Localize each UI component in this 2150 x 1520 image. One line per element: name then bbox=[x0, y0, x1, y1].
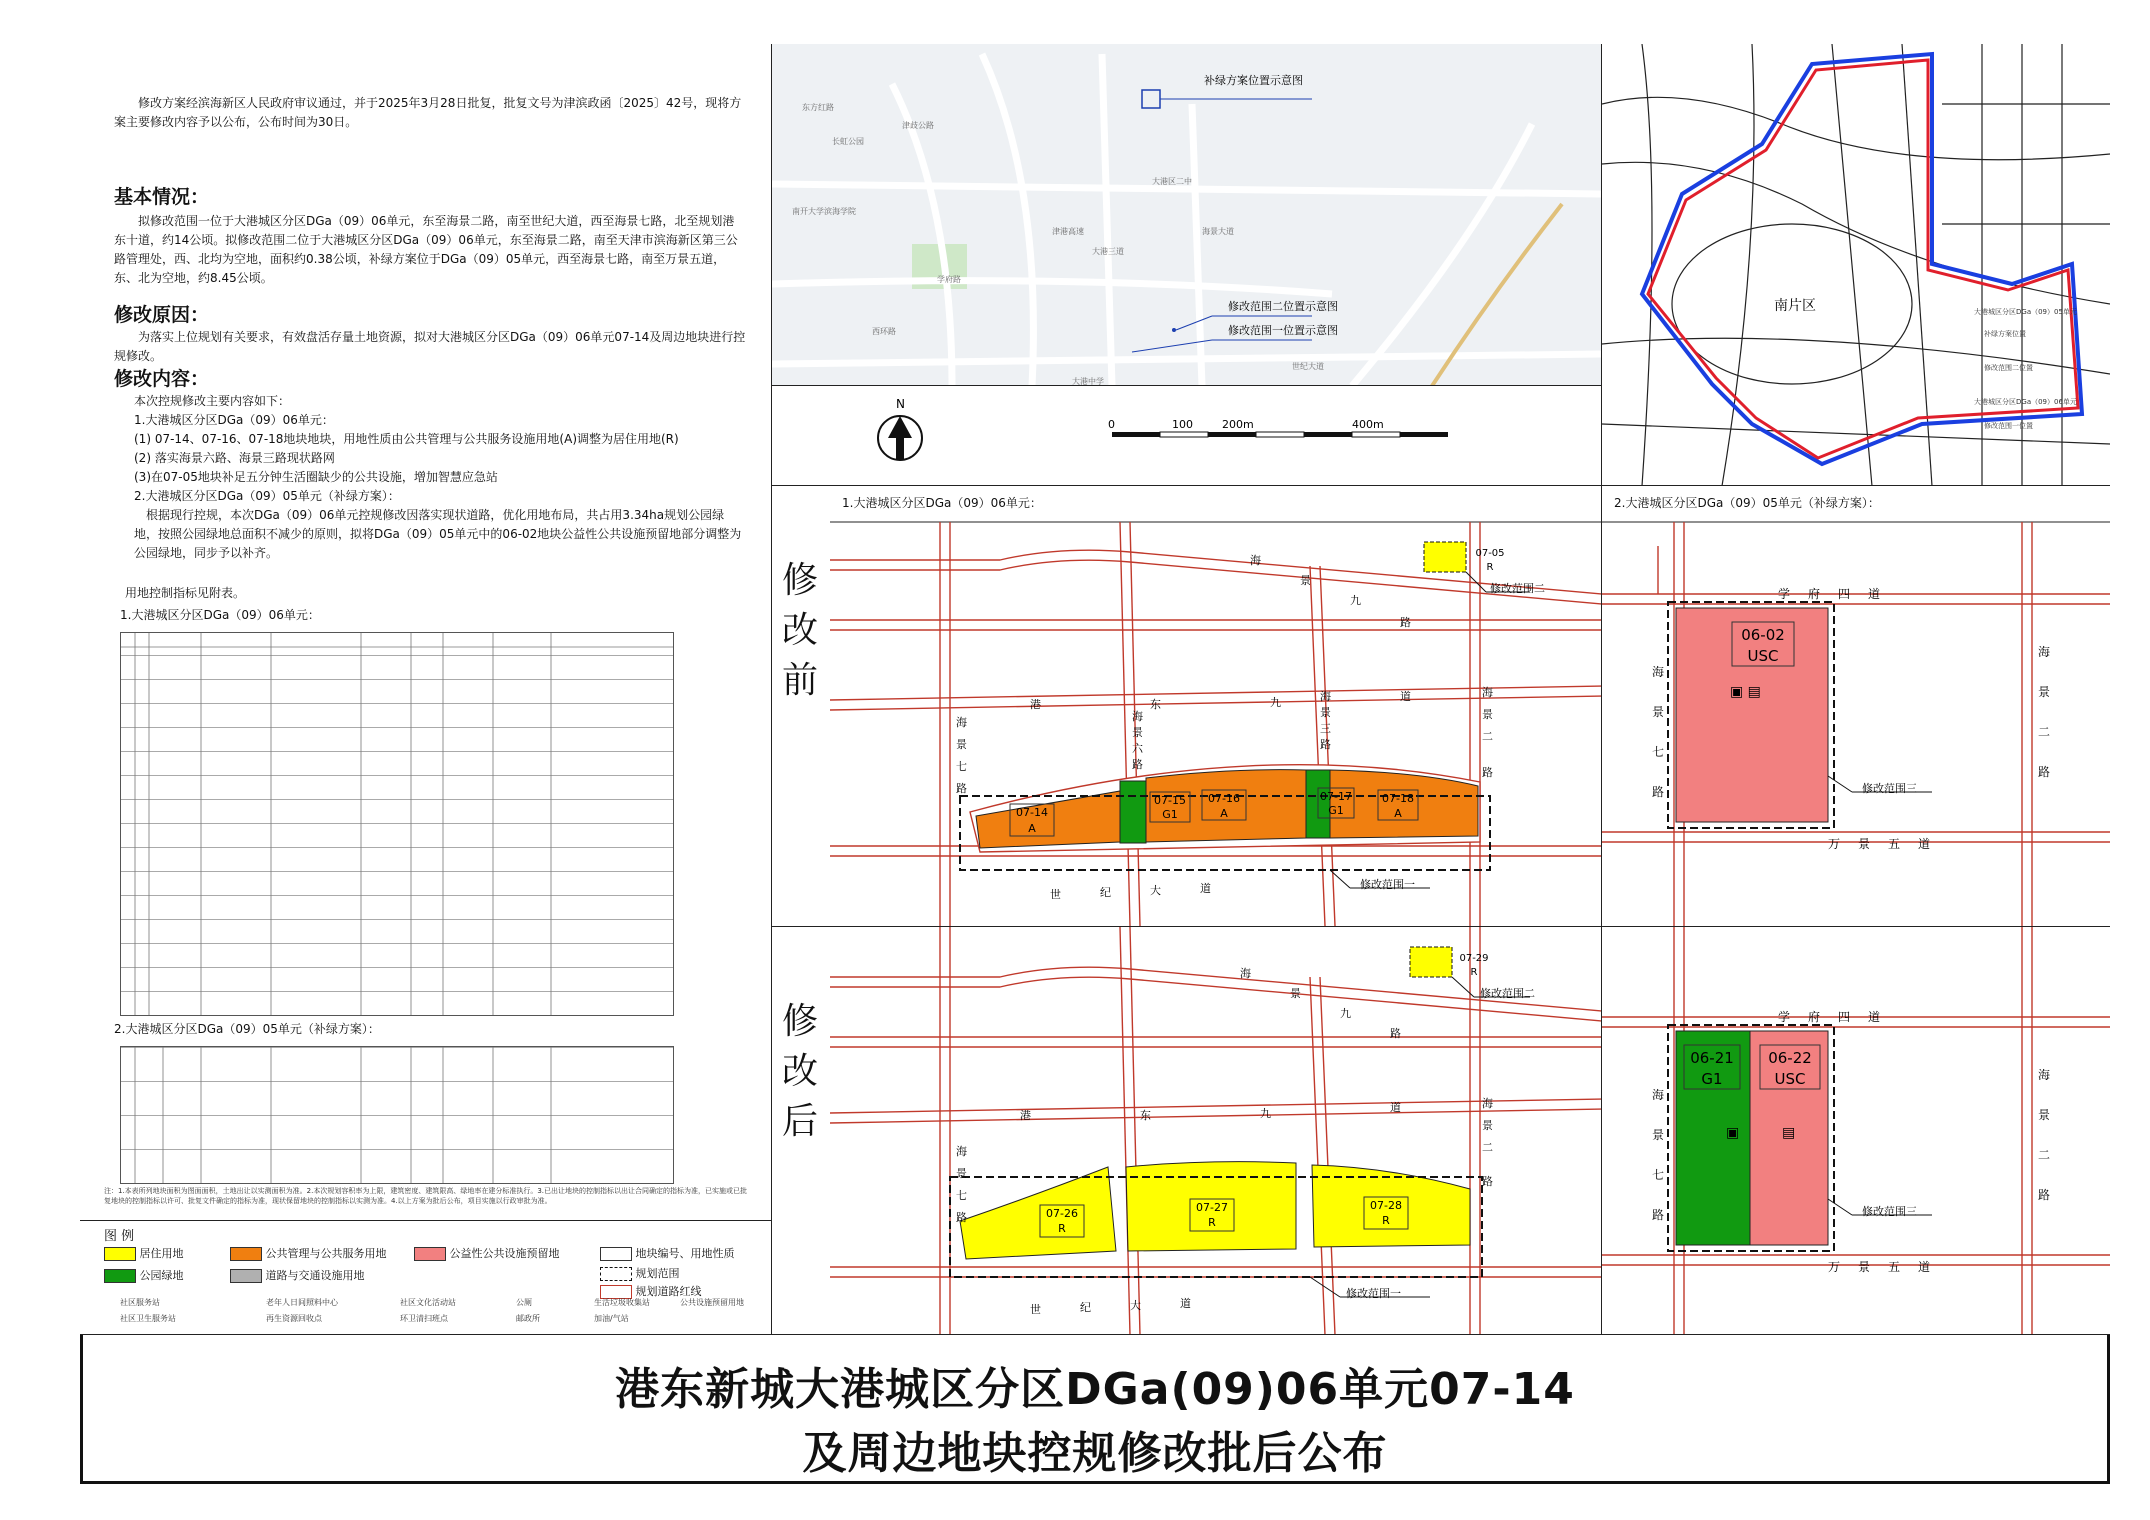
table1-title: 1.大港城区分区DGa（09）06单元： bbox=[120, 608, 320, 622]
road-label: 九 bbox=[1270, 696, 1281, 709]
road-label: 景 bbox=[1858, 837, 1871, 851]
road-label: 海 bbox=[956, 716, 967, 729]
road-label: 路 bbox=[1320, 738, 1331, 751]
road-label: 景 bbox=[1290, 987, 1301, 1000]
unit06-after-svg bbox=[830, 927, 1602, 1334]
unit05-after-svg bbox=[1602, 927, 2110, 1334]
legend-swatch bbox=[104, 1247, 136, 1261]
road-label: 二 bbox=[1482, 730, 1493, 743]
road-label: 路 bbox=[1482, 1175, 1493, 1188]
road-label: 五 bbox=[1888, 1260, 1901, 1274]
table2-title: 2.大港城区分区DGa（09）05单元（补绿方案）： bbox=[114, 1022, 380, 1036]
district-legend: 补绿方案位置 bbox=[1984, 330, 2026, 338]
legend-icon-label: 邮政所 bbox=[516, 1314, 540, 1323]
unit05-before bbox=[1602, 486, 2110, 926]
plot-use: USC bbox=[1774, 1070, 1806, 1088]
road-label: 道 bbox=[1918, 1260, 1931, 1274]
road-label: 景 bbox=[1482, 1119, 1493, 1132]
before-label: 修改前 bbox=[781, 560, 818, 701]
content-line: 根据现行控规，本次DGa（09）06单元控规修改因落实现状道路，优化用地布局，共占用3.34ha规划公园绿地，按照公园绿地总面积不减少的原则，拟将DGa（09）05单元中的06-02地块公益性公共设施预留地部分调整为公园绿地，同步予以补齐。 bbox=[134, 508, 742, 560]
legend-swatch bbox=[600, 1247, 632, 1261]
plot-id: 07-29 bbox=[1459, 953, 1489, 964]
range2-label: 修改范围二 bbox=[1480, 987, 1535, 1000]
legend-icon-label: 公厕 bbox=[516, 1298, 532, 1307]
road-label: 景 bbox=[1300, 574, 1311, 587]
small-plot bbox=[1410, 947, 1452, 977]
reason-heading: 修改原因： bbox=[114, 304, 210, 326]
after-label-box bbox=[772, 926, 831, 1335]
road-label: 海 bbox=[1320, 690, 1331, 703]
road-label: 道 bbox=[1390, 1101, 1401, 1114]
road-label: 四 bbox=[1838, 1010, 1851, 1024]
plot-id: 07-18 bbox=[1382, 792, 1414, 805]
legend-icon-label: 公共设施预留用地 bbox=[680, 1298, 744, 1307]
plot-id: 06-02 bbox=[1741, 626, 1785, 644]
road-label: 海 bbox=[2038, 645, 2051, 659]
content-line: 本次控规修改主要内容如下： bbox=[134, 394, 291, 408]
road-label: 府 bbox=[1808, 1010, 1821, 1024]
intro-text: 修改方案经滨海新区人民政府审议通过，并于2025年3月28日批复，批复文号为津滨政函〔2025〕42号，现将方案主要修改内容予以公布，公布时间为30日。 bbox=[114, 96, 742, 129]
district-legend: 大港城区分区DGa（09）05单元 bbox=[1974, 308, 2077, 316]
location-map-svg bbox=[772, 44, 1602, 386]
facility-icon: ▤ bbox=[1782, 1125, 1796, 1141]
after-label: 修改后 bbox=[781, 1001, 818, 1142]
plot-use: G1 bbox=[1701, 1070, 1723, 1088]
district-svg bbox=[1602, 44, 2110, 486]
legend-item bbox=[104, 1245, 184, 1261]
district-legend: 修改范围二位置 bbox=[1984, 364, 2033, 372]
road-label: 景 bbox=[1132, 726, 1143, 739]
plot-use: A bbox=[1028, 822, 1036, 835]
content-lines bbox=[134, 392, 746, 563]
road-label: 海 bbox=[1482, 1097, 1493, 1110]
road-label: 东 bbox=[1140, 1109, 1151, 1122]
road-label: 二 bbox=[1482, 1141, 1493, 1154]
road-label: 道 bbox=[1868, 587, 1881, 601]
place-label: 学府路 bbox=[937, 275, 961, 284]
basic-text: 拟修改范围一位于大港城区分区DGa（09）06单元，东至海景二路，南至世纪大道，西至海景七路，北至规划港东十道，约14公顷。拟修改范围二位于大港城区分区DGa（09）06单元，东至海景二路，南至天津市滨海新区第三公路管理处，西、北均为空地，面积约0.38公顷，补绿方案位于DGa（09）05单元，西至海景七路，南至万景五道，东、北为空地，约8.45公顷。 bbox=[114, 214, 738, 285]
legend-swatch bbox=[230, 1247, 262, 1261]
place-label: 大港区二中 bbox=[1152, 177, 1192, 186]
road-label: 海 bbox=[1652, 1088, 1665, 1102]
road-label: 学 bbox=[1778, 1010, 1791, 1024]
road-label: 景 bbox=[2038, 685, 2051, 699]
place-label: 大港三道 bbox=[1092, 247, 1124, 256]
legend-panel bbox=[80, 1220, 772, 1334]
place-label: 长虹公园 bbox=[832, 137, 864, 146]
road-label: 世 bbox=[1050, 888, 1061, 901]
road-label: 路 bbox=[1652, 785, 1665, 799]
legend-label: 公益性公共设施预留地 bbox=[449, 1247, 560, 1260]
place-label: 津歧公路 bbox=[902, 121, 934, 130]
content-line: (2) 落实海景六路、海景三路现状路网 bbox=[134, 451, 335, 465]
p05-title: 2.大港城区分区DGa（09）05单元（补绿方案）： bbox=[1614, 496, 1880, 510]
road-label: 四 bbox=[1838, 587, 1851, 601]
legend-item bbox=[414, 1245, 560, 1261]
range1-label: 修改范围一 bbox=[1360, 878, 1415, 891]
table1-grid bbox=[121, 633, 673, 1015]
plot-use: A bbox=[1394, 807, 1402, 820]
content-line: 2.大港城区分区DGa（09）05单元（补绿方案）： bbox=[134, 489, 400, 503]
road-label: 纪 bbox=[1100, 886, 1111, 899]
road-label: 九 bbox=[1260, 1107, 1271, 1120]
road-label: 海 bbox=[1250, 554, 1261, 567]
facility-icon: ▣ ▤ bbox=[1730, 684, 1761, 700]
legend-label: 规划道路红线 bbox=[635, 1285, 702, 1298]
road-label: 府 bbox=[1808, 587, 1821, 601]
range1-label: 修改范围一 bbox=[1346, 1287, 1401, 1300]
road-label: 景 bbox=[1652, 1128, 1665, 1142]
plot-use: R bbox=[1486, 562, 1494, 573]
road-label: 海 bbox=[1132, 710, 1143, 723]
road-label: 景 bbox=[956, 1167, 967, 1180]
unit06-before-svg bbox=[830, 486, 1602, 926]
road-label: 海 bbox=[1482, 686, 1493, 699]
before-label-box bbox=[772, 486, 831, 926]
road-label: 东 bbox=[1150, 698, 1161, 711]
plot-use: A bbox=[1220, 807, 1228, 820]
legend-icon-label: 社区服务站 bbox=[120, 1298, 160, 1307]
place-label: 世纪大道 bbox=[1292, 362, 1324, 371]
plot-id: 07-17 bbox=[1320, 790, 1352, 803]
road-label: 七 bbox=[1652, 1168, 1665, 1182]
road-label: 路 bbox=[1482, 766, 1493, 779]
legend-swatch bbox=[414, 1247, 446, 1261]
legend-label: 公园绿地 bbox=[139, 1269, 184, 1282]
place-label: 津港高速 bbox=[1052, 227, 1084, 236]
range3-label: 修改范围三 bbox=[1862, 782, 1917, 795]
legend-icon-label: 社区卫生服务站 bbox=[120, 1314, 176, 1323]
road-label: 景 bbox=[956, 738, 967, 751]
place-label: 西环路 bbox=[872, 327, 896, 336]
north-label: N bbox=[896, 397, 905, 411]
road-label: 道 bbox=[1200, 882, 1211, 895]
road-label: 道 bbox=[1180, 1297, 1191, 1310]
plot-use: G1 bbox=[1162, 808, 1178, 821]
road-label: 三 bbox=[1320, 722, 1331, 735]
plot-use: R bbox=[1470, 967, 1478, 978]
basic-heading: 基本情况： bbox=[114, 186, 210, 208]
unit06-before bbox=[830, 486, 1602, 926]
road-label: 九 bbox=[1340, 1007, 1351, 1020]
legend-title: 图 例 bbox=[104, 1229, 135, 1244]
content-line: 1.大港城区分区DGa（09）06单元： bbox=[134, 413, 334, 427]
content-line: (1) 07-14、07-16、07-18地块地块，用地性质由公共管理与公共服务设施用地(A)调整为居住用地(R) bbox=[134, 432, 679, 446]
place-label: 东方红路 bbox=[802, 103, 834, 112]
legend-icon-label: 老年人日间照料中心 bbox=[266, 1298, 338, 1307]
legend-swatch bbox=[600, 1267, 632, 1281]
location-map bbox=[772, 44, 1602, 386]
road-label: 景 bbox=[1320, 706, 1331, 719]
road-label: 港 bbox=[1030, 698, 1041, 711]
road-label: 海 bbox=[1240, 967, 1251, 980]
place-label: 大港中学 bbox=[1072, 377, 1104, 386]
unit06-after bbox=[830, 926, 1602, 1334]
plot-id: 07-28 bbox=[1370, 1199, 1402, 1212]
road-label: 景 bbox=[1482, 708, 1493, 721]
road-label: 景 bbox=[1652, 705, 1665, 719]
table2-grid bbox=[121, 1047, 673, 1183]
plot-use: R bbox=[1382, 1214, 1390, 1227]
plot-id: 07-14 bbox=[1016, 806, 1048, 819]
legend-item bbox=[600, 1265, 680, 1281]
road-label: 路 bbox=[1132, 758, 1143, 771]
road-label: 道 bbox=[1918, 837, 1931, 851]
place-label: 南开大学滨海学院 bbox=[792, 207, 856, 216]
table2 bbox=[120, 1046, 674, 1184]
legend-item bbox=[230, 1267, 365, 1283]
scale-0: 0 bbox=[1108, 418, 1115, 431]
text-panel bbox=[80, 44, 772, 1220]
road-label: 海 bbox=[956, 1145, 967, 1158]
plot-id: 07-15 bbox=[1154, 794, 1186, 807]
road-label: 道 bbox=[1400, 690, 1411, 703]
road-label: 海 bbox=[1652, 665, 1665, 679]
road-label: 大 bbox=[1130, 1299, 1141, 1312]
r1-label: 修改范围一位置示意图 bbox=[1228, 324, 1338, 337]
legend-item bbox=[230, 1245, 387, 1261]
scale-100: 100 bbox=[1172, 418, 1193, 431]
legend-item bbox=[600, 1245, 735, 1261]
road-label: 景 bbox=[1858, 1260, 1871, 1274]
legend-icon-label: 环卫清扫班点 bbox=[400, 1314, 448, 1323]
plot-use: R bbox=[1208, 1216, 1216, 1229]
road-label: 路 bbox=[1400, 616, 1411, 629]
scale-panel bbox=[772, 386, 1602, 486]
road-label: 海 bbox=[2038, 1068, 2051, 1082]
scale-200: 200m bbox=[1222, 418, 1254, 431]
legend-label: 道路与交通设施用地 bbox=[265, 1269, 365, 1282]
road-label: 七 bbox=[956, 1189, 967, 1202]
district-legend: 大港城区分区DGa（09）06单元 bbox=[1974, 398, 2077, 406]
plot-id: 06-22 bbox=[1768, 1049, 1812, 1067]
road-label: 纪 bbox=[1080, 1301, 1091, 1314]
legend-icon-label: 再生资源回收点 bbox=[266, 1314, 322, 1323]
road-label: 大 bbox=[1150, 884, 1161, 897]
plot-shape bbox=[960, 1167, 1116, 1259]
legend-icon-label: 加油/气站 bbox=[594, 1314, 629, 1323]
road-label: 七 bbox=[1652, 745, 1665, 759]
district-map bbox=[1602, 44, 2110, 486]
road-label: 道 bbox=[1868, 1010, 1881, 1024]
scale-400: 400m bbox=[1352, 418, 1384, 431]
plot-id: 06-21 bbox=[1690, 1049, 1734, 1067]
legend-swatch bbox=[230, 1269, 262, 1283]
small-plot bbox=[1424, 542, 1466, 572]
road-label: 六 bbox=[1132, 742, 1143, 755]
road-label: 七 bbox=[956, 760, 967, 773]
content-line: (3)在07-05地块补足五分钟生活圈缺少的公共设施，增加智慧应急站 bbox=[134, 470, 498, 484]
road-label: 万 bbox=[1828, 1260, 1841, 1274]
range2-label: 修改范围二 bbox=[1490, 582, 1545, 595]
legend-label: 规划范围 bbox=[635, 1267, 680, 1280]
road-label: 学 bbox=[1778, 587, 1791, 601]
table-note: 注：1.本表所列地块面积为图面面积，土地出让以实测面积为准。2.本次规划容积率为上限，建筑密度、建筑限高、绿地率在建分标准执行。3.已出让地块的控制指标以出让合同确定的指标为准，已实施或已批复地块的控制指标以许可、批复文件确定的指标为准，现状保留地块的控制指标以实测为准。4.以上方案为批后公布，项目实施以行政审批为准。 bbox=[104, 1187, 748, 1205]
road-label: 路 bbox=[956, 782, 967, 795]
plot-use: G1 bbox=[1328, 804, 1344, 817]
reason-text: 为落实上位规划有关要求，有效盘活存量土地资源，拟对大港城区分区DGa（09）06单元07-14及周边地块进行控规修改。 bbox=[114, 330, 746, 363]
content-heading: 修改内容： bbox=[114, 368, 210, 390]
plot-id: 07-27 bbox=[1196, 1201, 1228, 1214]
place-label: 海景大道 bbox=[1202, 227, 1234, 236]
road-label: 路 bbox=[956, 1211, 967, 1224]
road-label: 港 bbox=[1020, 1109, 1031, 1122]
road-label: 路 bbox=[2038, 1188, 2051, 1202]
unit05-after bbox=[1602, 926, 2110, 1334]
r2-label: 修改范围二位置示意图 bbox=[1228, 300, 1338, 313]
table-intro: 用地控制指标见附表。 bbox=[125, 586, 246, 600]
table1 bbox=[120, 632, 674, 1016]
plot-id: 07-16 bbox=[1208, 792, 1240, 805]
legend-label: 地块编号、用地性质 bbox=[635, 1247, 735, 1260]
road-label: 路 bbox=[1390, 1027, 1401, 1040]
road-label: 五 bbox=[1888, 837, 1901, 851]
range3-label: 修改范围三 bbox=[1862, 1205, 1917, 1218]
plot-id: 07-26 bbox=[1046, 1207, 1078, 1220]
legend-item bbox=[104, 1267, 184, 1283]
title-block bbox=[80, 1334, 2110, 1485]
road-label: 九 bbox=[1350, 594, 1361, 607]
legend-label: 居住用地 bbox=[139, 1247, 184, 1260]
bulv-label: 补绿方案位置示意图 bbox=[1204, 74, 1303, 87]
facility-icon: ▣ bbox=[1726, 1125, 1740, 1141]
plot-use: R bbox=[1058, 1222, 1066, 1235]
road-label: 景 bbox=[2038, 1108, 2051, 1122]
road-label: 二 bbox=[2038, 725, 2051, 739]
district-label: 南片区 bbox=[1774, 298, 1816, 314]
district-legend: 修改范围一位置 bbox=[1984, 422, 2033, 430]
road-label: 二 bbox=[2038, 1148, 2051, 1162]
main-title-line1: 港东新城大港城区分区DGa(09)06单元07-14 bbox=[615, 1364, 1575, 1415]
p06-title: 1.大港城区分区DGa（09）06单元： bbox=[842, 496, 1042, 510]
main-title-line2: 及周边地块控规修改批后公布 bbox=[802, 1428, 1388, 1479]
road-label: 路 bbox=[2038, 765, 2051, 779]
legend-label: 公共管理与公共服务用地 bbox=[265, 1247, 387, 1260]
scale-svg bbox=[772, 386, 1602, 486]
plot-use: USC bbox=[1747, 647, 1779, 665]
plot-shape bbox=[1120, 781, 1146, 843]
road-label: 世 bbox=[1030, 1303, 1041, 1316]
road-label: 路 bbox=[1652, 1208, 1665, 1222]
legend-swatch bbox=[104, 1269, 136, 1283]
plot-id: 07-05 bbox=[1475, 548, 1505, 559]
unit05-before-svg bbox=[1602, 486, 2110, 926]
legend-icon-label: 生活垃圾收集站 bbox=[594, 1298, 650, 1307]
legend-icon-label: 社区文化活动站 bbox=[400, 1298, 456, 1307]
road-label: 万 bbox=[1828, 837, 1841, 851]
